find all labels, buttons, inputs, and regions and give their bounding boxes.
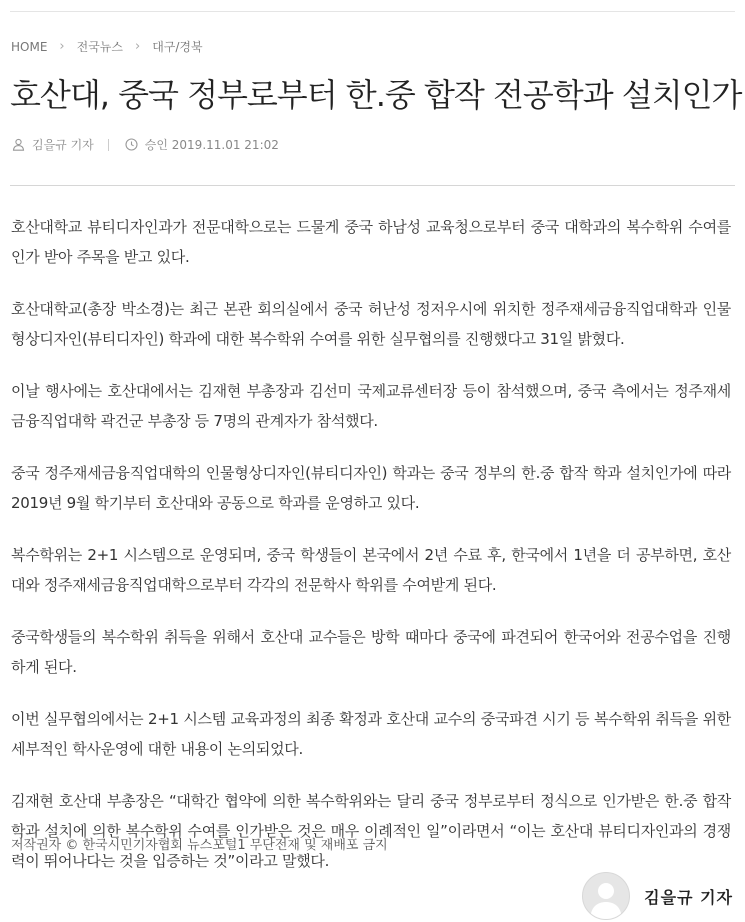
article-paragraph: 복수학위는 2+1 시스템으로 운영되며, 중국 학생들이 본국에서 2년 수료 후, 한국에서 1년을 더 공부하면, 호산대와 정주재세금융직업대학으로부터 각각의 전문학사 학위를 수여받게 된다. (11, 546, 731, 594)
breadcrumb-home-link[interactable]: HOME (11, 39, 48, 54)
approved-datetime: 승인 2019.11.01 21:02 (144, 138, 279, 152)
header-divider (10, 185, 735, 186)
breadcrumb-section-link[interactable]: 전국뉴스 (76, 40, 123, 54)
article-paragraph: 중국학생들의 복수학위 취득을 위해서 호산대 교수들은 방학 때마다 중국에 파견되어 한국어와 전공수업을 진행하게 된다. (11, 628, 731, 676)
article-paragraph: 이날 행사에는 호산대에서는 김재현 부총장과 김선미 국제교류센터장 등이 참석했으며, 중국 측에서는 정주재세금융직업대학 곽건군 부총장 등 7명의 관계자가 참석했다. (11, 382, 731, 430)
byline-divider (108, 139, 109, 151)
user-icon (12, 138, 25, 151)
chevron-right-icon: › (59, 39, 65, 54)
article-byline (12, 136, 279, 153)
article-title: 호산대, 중국 정부로부터 한.중 합작 전공학과 설치인가 (10, 76, 742, 114)
chevron-right-icon: › (134, 39, 141, 54)
avatar-icon (582, 872, 630, 920)
article-paragraph: 중국 정주재세금융직업대학의 인물형상디자인(뷰티디자인) 학과는 중국 정부의 한.중 합작 학과 설치인가에 따라 2019년 9월 학기부터 호산대와 공동으로 학과를 운영하고 있다. (11, 464, 731, 512)
breadcrumb-subsection-link[interactable]: 대구/경북 (152, 40, 203, 54)
article-paragraph: 호산대학교(총장 박소경)는 최근 본관 회의실에서 중국 허난성 정저우시에 위치한 정주재세금융직업대학과 인물형상디자인(뷰티디자인) 학과에 대한 복수학위 수여를 위한 실무협의를 진행했다고 31일 밝혔다. (11, 300, 731, 348)
article-body (11, 212, 731, 898)
article-paragraph: 김재현 호산대 부총장은 “대학간 협약에 의한 복수학위와는 달리 중국 정부로부터 정식으로 인가받은 한.중 합작 학과 설치에 의한 복수학위 수여를 인가받은 것은 매우 이례적인 일”이라면서 “이는 호산대 뷰티디자인과의 경쟁력이 뛰어나다는 것을 입증하는 것”이라고 말했다. (11, 792, 731, 870)
clock-icon (125, 138, 138, 151)
copyright-notice: 저작권자 © 한국시민기자협회 뉴스포털1 무단전재 및 재배포 금지 (11, 838, 388, 853)
reporter-name[interactable]: 김을규 기자 (644, 887, 733, 907)
article-paragraph: 이번 실무협의에서는 2+1 시스템 교육과정의 최종 확정과 호산대 교수의 중국파견 시기 등 복수학위 취득을 위한 세부적인 학사운영에 대한 내용이 논의되었다. (11, 710, 731, 758)
top-divider (10, 11, 735, 12)
article-paragraph: 호산대학교 뷰티디자인과가 전문대학으로는 드물게 중국 하남성 교육청으로부터 중국 대학과의 복수학위 수여를 인가 받아 주목을 받고 있다. (11, 218, 731, 266)
breadcrumb (11, 38, 203, 55)
author-name[interactable]: 김을규 기자 (32, 138, 94, 152)
reporter-card[interactable] (582, 872, 733, 920)
